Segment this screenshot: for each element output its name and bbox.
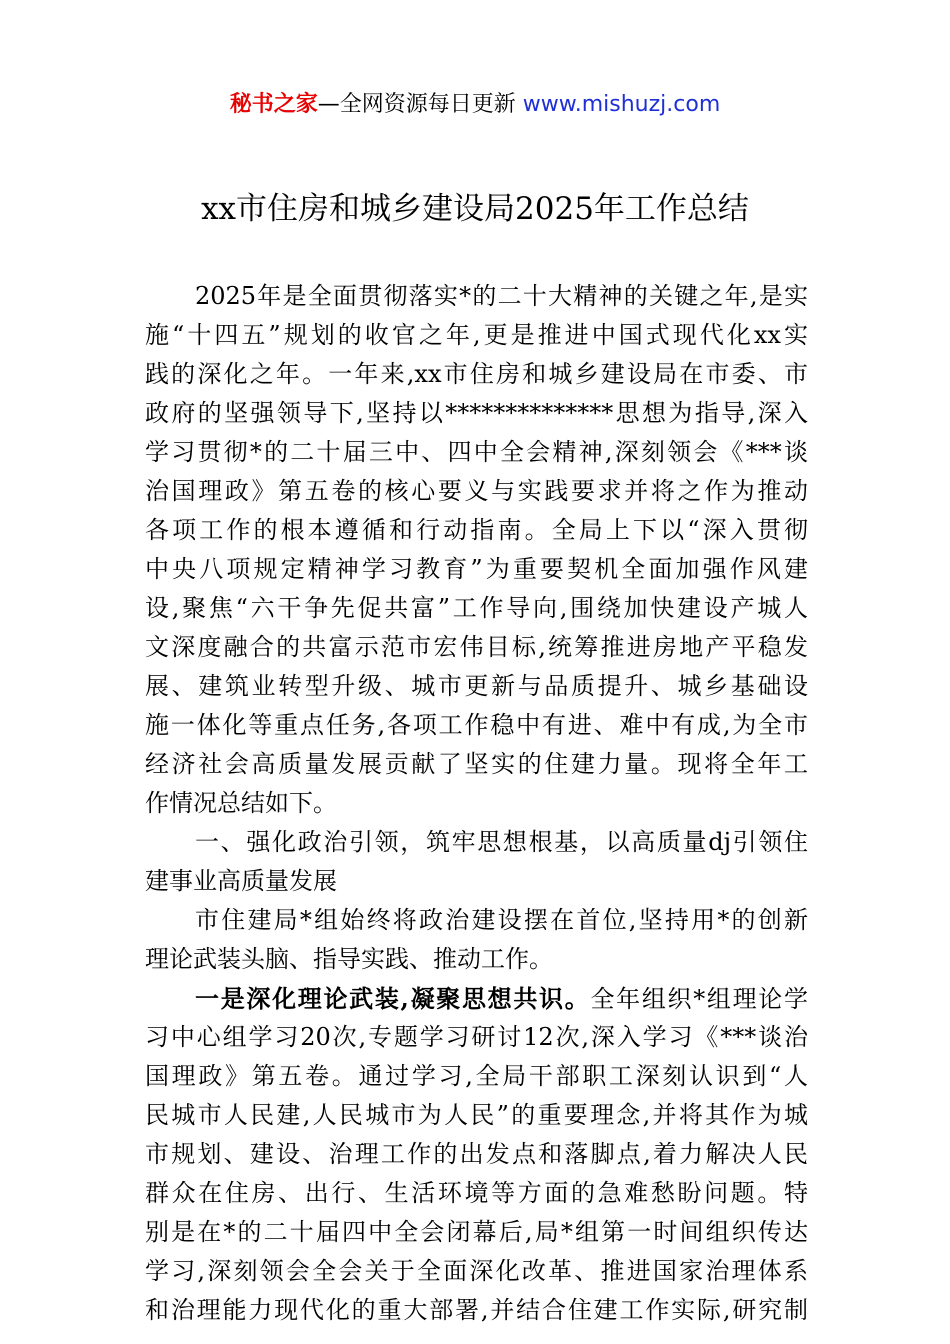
heading-line: 建事业高质量发展 <box>145 867 337 895</box>
text-line: 学习,深刻领会全会关于全面深化改革、推进国家治理体系 <box>145 1257 808 1285</box>
text-line: 中央八项规定精神学习教育”为重要契机全面加强作风建 <box>145 555 808 583</box>
item-1-bold-lead: 一是深化理论武装,凝聚思想共识。 <box>195 984 591 1013</box>
document-title: xx市住房和城乡建设局2025年工作总结 <box>201 191 749 227</box>
text-line: 别是在*的二十届四中全会闭幕后,局*组第一时间组织传达 <box>145 1218 808 1246</box>
text-line: 设,聚焦“六干争先促共富”工作导向,围绕加快建设产城人 <box>145 594 808 622</box>
intro-paragraph <box>145 277 808 823</box>
item-1-paragraph <box>145 979 808 1330</box>
section-lead-paragraph <box>145 901 808 979</box>
text-line: 践的深化之年。一年来,xx市住房和城乡建设局在市委、市 <box>145 360 808 388</box>
text-line: 经济社会高质量发展贡献了坚实的住建力量。现将全年工 <box>145 750 808 778</box>
text-line <box>145 979 808 1018</box>
text-line: 学习贯彻*的二十届三中、四中全会精神,深刻领会《***谈 <box>145 438 808 466</box>
site-header <box>0 88 950 122</box>
heading-line: 一、强化政治引领，筑牢思想根基，以高质量dj引领住 <box>195 828 808 856</box>
text-line: 施“十四五”规划的收官之年,更是推进中国式现代化xx实 <box>145 321 808 349</box>
text-line: 和治理能力现代化的重大部署,并结合住建工作实际,研究制 <box>145 1296 808 1324</box>
text-line: 施一体化等重点任务,各项工作稳中有进、难中有成,为全市 <box>145 711 808 739</box>
text-line: 群众在住房、出行、生活环境等方面的急难愁盼问题。特 <box>145 1179 808 1207</box>
site-tagline: —全网资源每日更新 <box>317 92 523 117</box>
text-line: 作情况总结如下。 <box>145 789 337 817</box>
site-brand: 秘书之家 <box>229 92 318 117</box>
text-line: 习中心组学习20次,专题学习研讨12次,深入学习《***谈治 <box>145 1023 808 1051</box>
text-line: 各项工作的根本遵循和行动指南。全局上下以“深入贯彻 <box>145 516 808 544</box>
text-line: 理论武装头脑、指导实践、推动工作。 <box>145 945 553 973</box>
text-line: 市规划、建设、治理工作的出发点和落脚点,着力解决人民 <box>145 1140 808 1168</box>
text-line: 市住建局*组始终将政治建设摆在首位,坚持用*的创新 <box>195 906 808 934</box>
document-body <box>145 277 808 1330</box>
site-url-link[interactable]: www.mishuzj.com <box>522 92 721 117</box>
text-line: 文深度融合的共富示范市宏伟目标,统筹推进房地产平稳发 <box>145 633 808 661</box>
text-line: 国理政》第五卷。通过学习,全局干部职工深刻认识到“人 <box>145 1062 808 1090</box>
section-heading-1 <box>145 823 808 901</box>
text-line: 治国理政》第五卷的核心要义与实践要求并将之作为推动 <box>145 477 808 505</box>
text-line: 民城市人民建,人民城市为人民”的重要理念,并将其作为城 <box>145 1101 808 1129</box>
text-line: 2025年是全面贯彻落实*的二十大精神的关键之年,是实 <box>195 282 808 310</box>
text-line: 展、建筑业转型升级、城市更新与品质提升、城乡基础设 <box>145 672 808 700</box>
item-1-lead-rest: 全年组织*组理论学 <box>590 985 808 1013</box>
text-line: 政府的坚强领导下,坚持以**************思想为指导,深入 <box>145 399 808 427</box>
